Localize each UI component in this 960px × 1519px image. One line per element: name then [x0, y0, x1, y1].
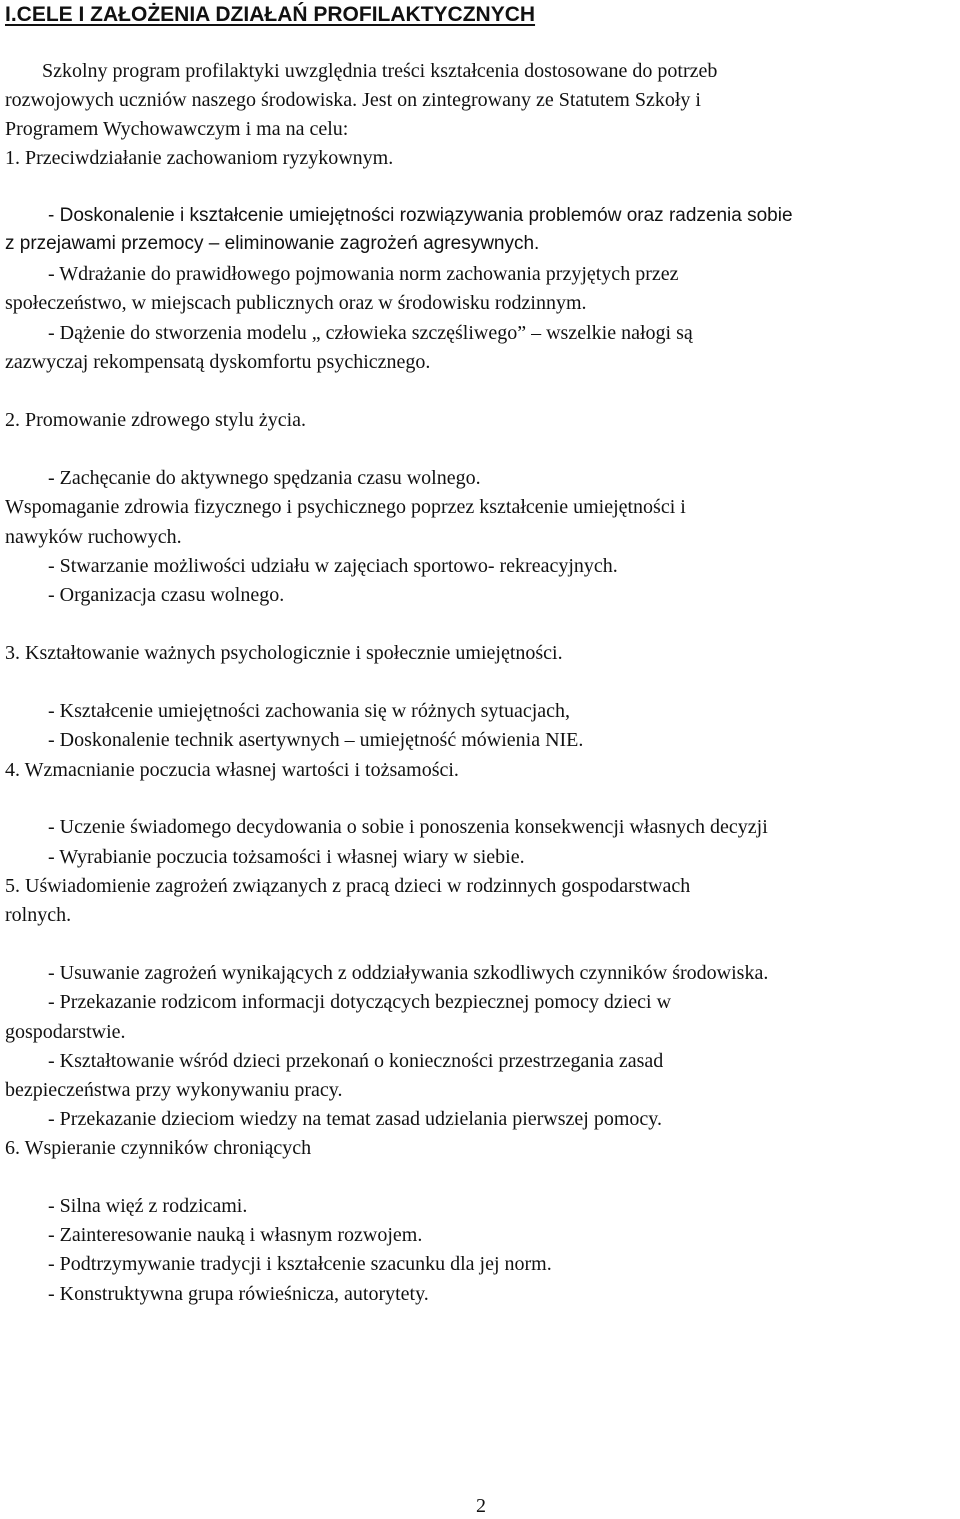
goal-3-item: - Kształcenie umiejętności zachowania się w różnych sytuacjach,: [48, 700, 571, 722]
page-number: 2: [476, 1495, 486, 1517]
goal-6-item: - Zainteresowanie nauką i własnym rozwojem.: [48, 1224, 423, 1246]
intro-line: Szkolny program profilaktyki uwzględnia treści kształcenia dostosowane do potrzeb: [42, 60, 718, 82]
goal-5-item: - Przekazanie dzieciom wiedzy na temat zasad udzielania pierwszej pomocy.: [48, 1108, 662, 1130]
goal-1-item: zazwyczaj rekompensatą dyskomfortu psychicznego.: [5, 351, 431, 373]
goal-1-item: - Dążenie do stworzenia modelu „ człowieka szczęśliwego” – wszelkie nałogi są: [48, 322, 693, 344]
goal-2-item: - Organizacja czasu wolnego.: [48, 584, 285, 606]
goal-2-item: nawyków ruchowych.: [5, 526, 182, 548]
section-heading: I.CELE I ZAŁOŻENIA DZIAŁAŃ PROFILAKTYCZNYCH: [5, 3, 536, 26]
goal-1-item: - Wdrażanie do prawidłowego pojmowania norm zachowania przyjętych przez: [48, 263, 679, 285]
goal-title-6: 6. Wspieranie czynników chroniących: [5, 1137, 312, 1159]
goal-2-item: - Zachęcanie do aktywnego spędzania czasu wolnego.: [48, 467, 481, 489]
goal-2-item: Wspomaganie zdrowia fizycznego i psychicznego poprzez kształcenie umiejętności i: [5, 496, 686, 518]
goal-5-item: - Przekazanie rodzicom informacji dotyczących bezpiecznej pomocy dzieci w: [48, 991, 672, 1013]
goal-4-item: - Wyrabianie poczucia tożsamości i własnej wiary w siebie.: [48, 846, 525, 868]
goal-title-4: 4. Wzmacnianie poczucia własnej wartości i tożsamości.: [5, 759, 459, 781]
goal-6-item: - Konstruktywna grupa rówieśnicza, autorytety.: [48, 1283, 429, 1305]
intro-line: Programem Wychowawczym i ma na celu:: [5, 118, 349, 140]
goal-3-item: - Doskonalenie technik asertywnych – umiejętność mówienia NIE.: [48, 729, 584, 751]
goal-5-item: bezpieczeństwa przy wykonywaniu pracy.: [5, 1079, 343, 1101]
goal-title-2: 2. Promowanie zdrowego stylu życia.: [5, 409, 307, 431]
goal-5-item: gospodarstwie.: [5, 1021, 126, 1043]
goal-1-item: - Doskonalenie i kształcenie umiejętności rozwiązywania problemów oraz radzenia sobie: [48, 205, 793, 226]
intro-line: rozwojowych uczniów naszego środowiska. Jest on zintegrowany ze Statutem Szkoły i: [5, 89, 701, 111]
goal-title-5-cont: rolnych.: [5, 904, 72, 926]
goal-title-3: 3. Kształtowanie ważnych psychologicznie i społecznie umiejętności.: [5, 642, 563, 664]
goal-6-item: - Podtrzymywanie tradycji i kształcenie szacunku dla jej norm.: [48, 1253, 552, 1275]
goal-1-item: społeczeństwo, w miejscach publicznych oraz w środowisku rodzinnym.: [5, 292, 587, 314]
goal-1-item: z przejawami przemocy – eliminowanie zagrożeń agresywnych.: [5, 233, 540, 254]
goal-6-item: - Silna więź z rodzicami.: [48, 1195, 248, 1217]
goal-2-item: - Stwarzanie możliwości udziału w zajęciach sportowo- rekreacyjnych.: [48, 555, 618, 577]
goal-4-item: - Uczenie świadomego decydowania o sobie i ponoszenia konsekwencji własnych decyzji: [48, 816, 768, 838]
goal-title-5: 5. Uświadomienie zagrożeń związanych z pracą dzieci w rodzinnych gospodarstwach: [5, 875, 691, 897]
goal-5-item: - Kształtowanie wśród dzieci przekonań o konieczności przestrzegania zasad: [48, 1050, 664, 1072]
goal-title-1: 1. Przeciwdziałanie zachowaniom ryzykownym.: [5, 147, 394, 169]
goal-5-item: - Usuwanie zagrożeń wynikających z oddziaływania szkodliwych czynników środowiska.: [48, 962, 769, 984]
